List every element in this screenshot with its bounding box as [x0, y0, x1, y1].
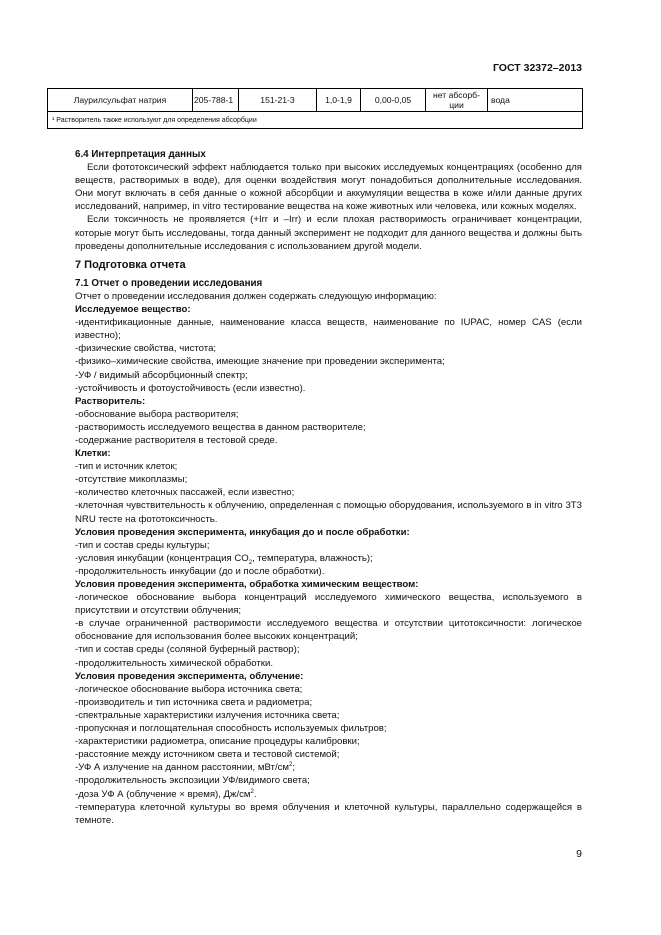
section-heading: 6.4 Интерпретация данных	[75, 149, 206, 160]
list-item: -условия инкубации (концентрация $CO_2$, температура, влажность);	[75, 552, 373, 566]
list-item: -растворимость исследуемого вещества в данном растворителе;	[75, 421, 366, 433]
list-item: -физико–химические свойства, имеющие значение при проведении эксперимента;	[75, 356, 445, 368]
table-cell: вода	[488, 89, 583, 112]
list-item: -доза УФ А (облучение × время), $Дж/см^2$.	[75, 788, 257, 800]
table-cell: Лаурилсульфат натрия	[48, 89, 193, 112]
table-cell: 0,00-0,05	[361, 89, 426, 112]
list-item: -тип и состав среды культуры;	[75, 539, 210, 551]
list-item: -тип и источник клеток;	[75, 461, 178, 473]
list-item: -отсутствие микоплазмы;	[75, 474, 188, 486]
standard-header: ГОСТ 32372–2013	[492, 62, 582, 74]
list-item: -расстояние между источником света и тестовой системой;	[75, 749, 340, 761]
list-item: -количество клеточных пассажей, если известно;	[75, 487, 295, 499]
list-item: -характеристики радиометра, описание процедуры калибровки;	[75, 736, 360, 748]
paragraph: Если фототоксический эффект наблюдается только при высоких исследуемых концентрациях (особенно для веществ, растворимых в воде), для оценки воздействия могут понадобиться дополнительные исследования. Они могут включать в себя данные о кожной абсорбции и аккумуляции вещества в коже и/или данные других исследований, например, in vitro тестирование вещества на коже животных или человека, или кожных моделях.	[75, 162, 582, 213]
list-item: -спектральные характеристики излучения источника света;	[75, 709, 340, 721]
table-cell: 205-788-1	[193, 89, 239, 112]
table-footnote: ¹ Растворитель также используют для определения абсорбции	[48, 112, 583, 129]
list-item: -клеточная чувствительность к облучению, определенная с помощью оборудования, используемого в in vitro 3T3 NRU тесте на фототоксичность.	[75, 500, 582, 525]
list-item: -физические свойства, чистота;	[75, 343, 217, 355]
document-body	[75, 148, 582, 827]
list-item: -обоснование выбора растворителя;	[75, 408, 239, 420]
list-item: -устойчивость и фотоустойчивость (если известно).	[75, 382, 306, 394]
list-item: -логическое обоснование выбора концентраций исследуемого химического вещества, используемого в присутствии и отсутствии облучения;	[75, 592, 582, 617]
page-number: 9	[576, 848, 582, 860]
table-cell: нет абсорб-ции	[426, 89, 488, 112]
group-heading: Условия проведения эксперимента, облучение:	[75, 670, 304, 682]
substance-table	[47, 88, 583, 129]
subsection-heading: 7.1 Отчет о проведении исследования	[75, 277, 263, 289]
list-item: -логическое обоснование выбора источника света;	[75, 683, 303, 695]
list-item: -пропускная и поглощательная способность используемых фильтров;	[75, 723, 387, 735]
group-heading: Клетки:	[75, 448, 111, 460]
list-item: -температура клеточной культуры во время облучения и клеточной культуры, параллельно содержащейся в темноте.	[75, 801, 582, 826]
section-heading: 7 Подготовка отчета	[75, 258, 186, 271]
group-heading: Растворитель:	[75, 395, 146, 407]
list-item: -продолжительность экспозиции УФ/видимого света;	[75, 775, 310, 787]
list-item: -продолжительность химической обработки.	[75, 657, 273, 669]
paragraph: Отчет о проведении исследования должен содержать следующую информацию:	[75, 290, 437, 302]
list-item: -продолжительность инкубации (до и после обработки).	[75, 565, 325, 577]
list-item: -содержание растворителя в тестовой среде.	[75, 434, 278, 446]
group-heading: Исследуемое вещество:	[75, 304, 191, 316]
list-item: -УФ А излучение на данном расстоянии, мВт/$см^2$;	[75, 762, 296, 774]
table-cell: 1,0-1,9	[317, 89, 361, 112]
group-heading: Условия проведения эксперимента, обработка химическим веществом:	[75, 579, 419, 590]
group-heading: Условия проведения эксперимента, инкубация до и после обработки:	[75, 526, 410, 538]
paragraph: Если токсичность не проявляется (+Irr и –Irr) и если плохая растворимость ограничивает концентрации, которые могут быть исследованы, тогда данный эксперимент не подходит для данного вещества и должны быть проведены дополнительные исследования с использованием другой модели.	[75, 214, 582, 252]
list-item: -производитель и тип источника света и радиометра;	[75, 696, 313, 708]
list-item: -в случае ограниченной растворимости исследуемого вещества и отсутствии цитотоксичности: логическое обоснование для использования более высоких концентраций;	[75, 618, 582, 643]
table-cell: 151-21-3	[239, 89, 317, 112]
list-item: -тип и состав среды (соляной буферный раствор);	[75, 644, 300, 656]
list-item: -УФ / видимый абсорбционный спектр;	[75, 369, 248, 381]
list-item: -идентификационные данные, наименование класса веществ, наименование по IUPAC, номер CAS (если известно);	[75, 317, 582, 342]
table-row	[48, 89, 583, 112]
